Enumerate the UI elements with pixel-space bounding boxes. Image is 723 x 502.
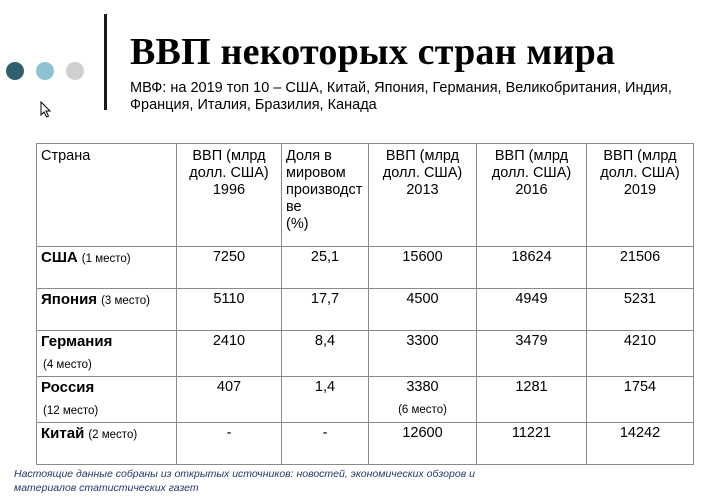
country-name: Германия [41,333,113,350]
cell-gdp-2019: 1754 [587,377,694,423]
country-name: Япония [41,291,98,308]
cell-world-share: - [282,423,369,465]
dot-light-blue [36,62,54,80]
cell-world-share: 25,1 [282,247,369,289]
cell-country [37,247,177,289]
dot-gray [66,62,84,80]
country-rank: (12 место) [43,405,99,417]
title-divider [104,14,107,110]
gdp-2013-rank-note: (6 место) [398,404,447,416]
header-gdp-2019: ВВП (млрд долл. США) 2019 [587,144,694,247]
cell-gdp-2013: 3300 [369,331,477,377]
table-row [37,331,694,377]
slide-subtitle: МВФ: на 2019 топ 10 – США, Китай, Япония, Германия, Великобритания, Индия, Франция, Италия, Бразилия, Канада [130,80,672,113]
cell-gdp-2019: 4210 [587,331,694,377]
cell-world-share: 17,7 [282,289,369,331]
cell-gdp-1996: 7250 [177,247,282,289]
table-header-row [37,144,694,247]
cell-country [37,331,177,377]
country-name: США [41,249,78,266]
header-world-share: Доля в мировом производст ве (%) [282,144,369,247]
cell-gdp-1996: 407 [177,377,282,423]
cell-country [37,377,177,423]
cell-gdp-2016: 4949 [477,289,587,331]
country-name: Китай [41,425,85,442]
cell-gdp-2016: 1281 [477,377,587,423]
cell-gdp-1996: 5110 [177,289,282,331]
table-row [37,377,694,423]
header-gdp-2013: ВВП (млрд долл. США) 2013 [369,144,477,247]
country-rank: (4 место) [43,359,92,371]
cell-gdp-2016: 11221 [477,423,587,465]
cell-world-share: 1,4 [282,377,369,423]
cell-gdp-2019: 21506 [587,247,694,289]
cell-country [37,289,177,331]
cell-country [37,423,177,465]
cell-world-share: 8,4 [282,331,369,377]
mouse-pointer-icon [40,101,51,118]
cell-gdp-2016: 18624 [477,247,587,289]
country-rank: (1 место) [81,253,131,265]
cell-gdp-2019: 5231 [587,289,694,331]
cell-gdp-1996: - [177,423,282,465]
cell-gdp-2019: 14242 [587,423,694,465]
table-row [37,247,694,289]
source-footnote: Настоящие данные собраны из открытых источников: новостей, экономических обзоров и материалов статистических газет [14,468,475,494]
header-gdp-2016: ВВП (млрд долл. США) 2016 [477,144,587,247]
decorative-dots [6,62,84,80]
cell-gdp-2013: 3380 (6 место) [369,377,477,423]
slide-title: ВВП некоторых стран мира [130,31,616,73]
dot-dark [6,62,24,80]
country-rank: (2 место) [88,429,138,441]
cell-gdp-1996: 2410 [177,331,282,377]
cell-gdp-2016: 3479 [477,331,587,377]
country-rank: (3 место) [101,295,150,307]
cell-gdp-2013: 12600 [369,423,477,465]
cell-gdp-2013: 4500 [369,289,477,331]
header-country: Страна [37,144,177,247]
table-row [37,289,694,331]
table-row [37,423,694,465]
cell-gdp-2013: 15600 [369,247,477,289]
header-gdp-1996: ВВП (млрд долл. США) 1996 [177,144,282,247]
gdp-table [36,143,694,465]
country-name: Россия [41,379,95,396]
